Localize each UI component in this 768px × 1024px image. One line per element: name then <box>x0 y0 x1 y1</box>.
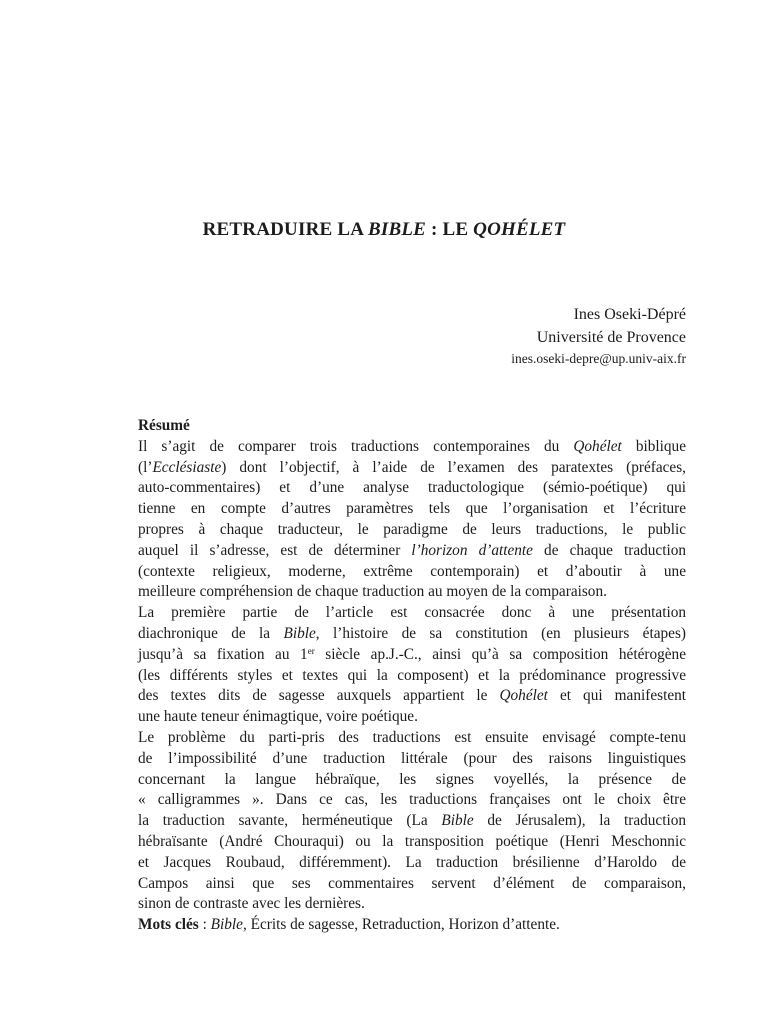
abstract-line: auto-commentaires) et d’une analyse traductologique (sémio-poétique) qui <box>138 479 686 497</box>
abstract-line: tienne en compte d’autres paramètres tels que l’organisation et l’écriture <box>138 500 686 518</box>
keywords-label: Mots clés <box>138 916 199 934</box>
abstract-line: La première partie de l’article est consacrée donc à une présentation <box>138 604 686 622</box>
abstract-line: la traduction savante, herméneutique (La Bible de Jérusalem), la traduction <box>138 812 686 830</box>
abstract-line: hébraïsante (André Chouraqui) ou la transposition poétique (Henri Meschonnic <box>138 832 686 850</box>
abstract-line: auquel il s’adresse, est de déterminer l’horizon d’attente de chaque traduction <box>138 541 686 559</box>
abstract-line: (les différents styles et textes qui la composent) et la prédominance progressive <box>138 666 686 684</box>
abstract-line: Campos ainsi que ses commentaires servent d’élément de comparaison, <box>138 874 686 892</box>
abstract-line: et Jacques Roubaud, différemment). La traduction brésilienne d’Haroldo de <box>138 853 686 871</box>
abstract-line: diachronique de la Bible, l’histoire de sa constitution (en plusieurs étapes) <box>138 624 686 642</box>
author-email: ines.oseki-depre@up.univ-aix.fr <box>511 351 686 366</box>
abstract-line: meilleure compréhension de chaque traduction au moyen de la comparaison. <box>138 583 607 601</box>
author-name: Ines Oseki-Dépré <box>573 306 686 323</box>
abstract-line: de l’impossibilité d’une traduction littérale (pour des raisons linguistiques <box>138 749 686 767</box>
abstract-heading: Résumé <box>138 417 190 434</box>
keywords: Mots clés : Bible, Écrits de sagesse, Retraduction, Horizon d’attente. <box>138 916 560 934</box>
article-title: RETRADUIRE LA BIBLE : LE QOHÉLET <box>202 219 566 240</box>
abstract-line: Le problème du parti-pris des traductions est ensuite envisagé compte-tenu <box>138 728 686 746</box>
abstract-line: des textes dits de sagesse auxquels appartient le Qohélet et qui manifestent <box>138 687 687 705</box>
author-block <box>511 303 686 369</box>
abstract-line: (contexte religieux, moderne, extrême contemporain) et d’aboutir à une <box>138 562 686 580</box>
abstract-line: (l’Ecclésiaste) dont l’objectif, à l’aide de l’examen des paratextes (préfaces, <box>138 458 686 476</box>
abstract-line: une haute teneur énimagtique, voire poétique. <box>138 708 418 726</box>
abstract-line: propres à chaque traducteur, le paradigme de leurs traductions, le public <box>138 520 686 538</box>
abstract-line: Il s’agit de comparer trois traductions contemporaines du Qohélet biblique <box>138 437 686 455</box>
author-affiliation: Université de Provence <box>536 329 686 346</box>
abstract-line: « calligrammes ». Dans ce cas, les traductions françaises ont le choix être <box>138 791 686 809</box>
abstract-line: jusqu’à sa fixation au 1er siècle ap.J.-C., ainsi qu’à sa composition hétérogène <box>138 645 686 663</box>
abstract-line: sinon de contraste avec les dernières. <box>138 895 365 913</box>
abstract <box>138 416 686 936</box>
abstract-line: concernant la langue hébraïque, les signes voyellés, la présence de <box>138 770 686 788</box>
